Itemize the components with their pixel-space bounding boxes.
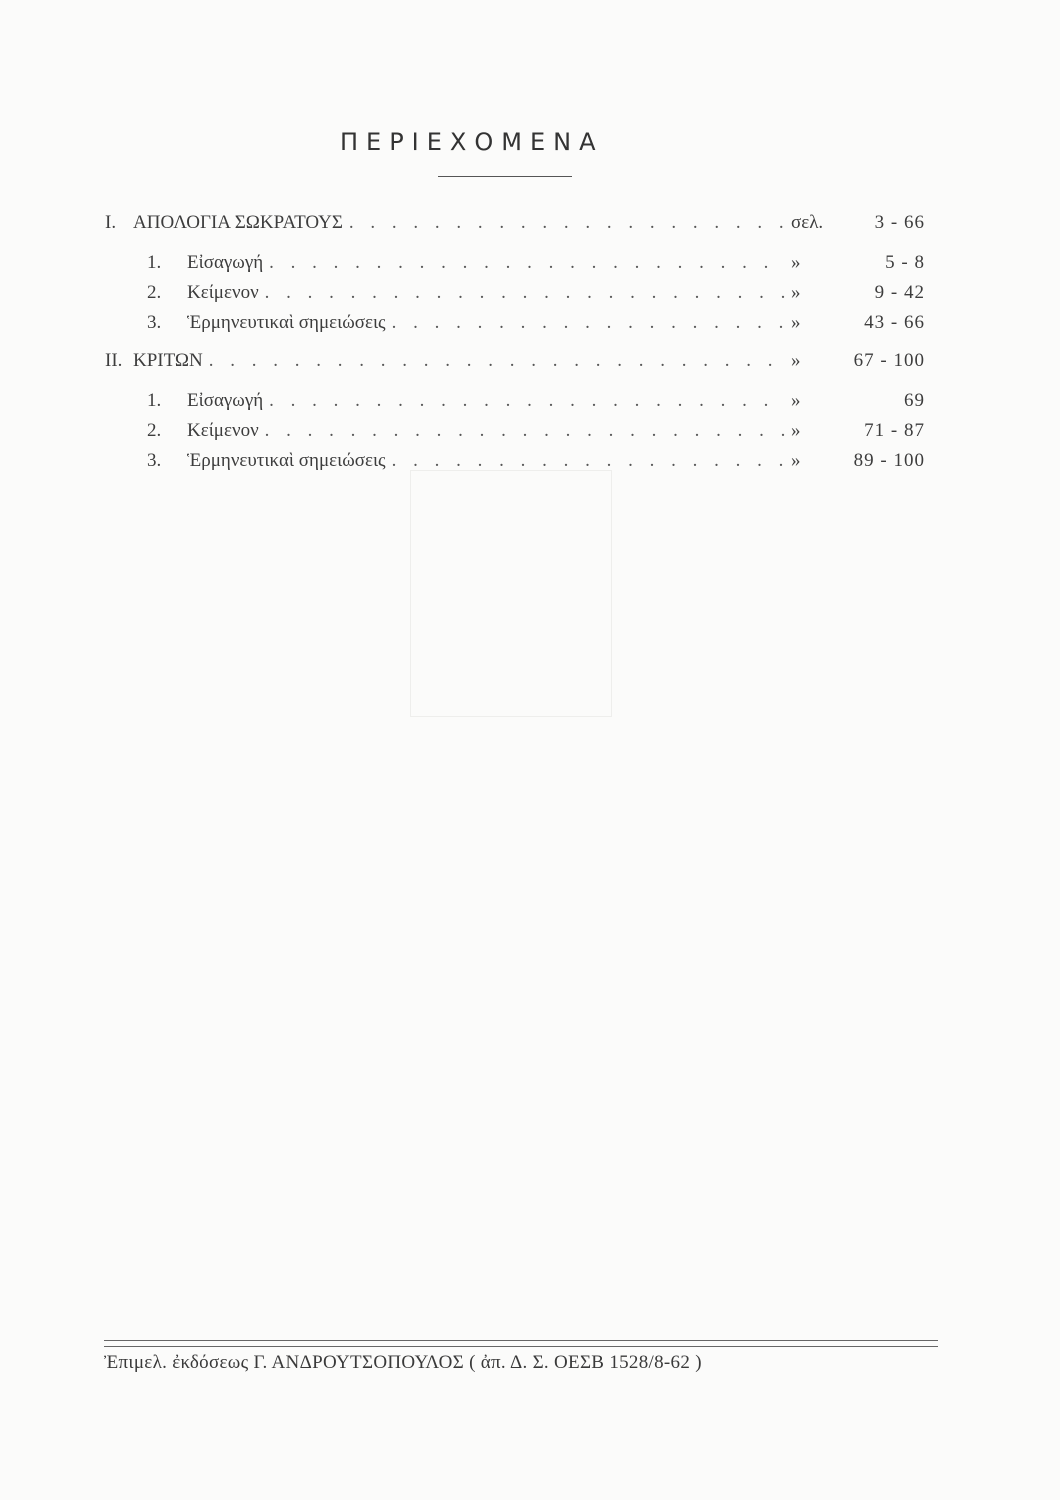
toc-section-apologia	[95, 212, 925, 244]
page-range: 5 - 8	[885, 252, 925, 273]
leader-dots	[209, 350, 785, 372]
leader-dots	[269, 252, 785, 274]
toc-item	[95, 450, 925, 480]
leader-dots	[269, 390, 785, 412]
toc-item	[95, 390, 925, 420]
page-prefix: »	[791, 420, 801, 441]
section-number: II.	[105, 350, 123, 371]
toc-item	[95, 252, 925, 282]
page-prefix: »	[791, 282, 801, 303]
page-prefix: »	[791, 252, 801, 273]
page-range: 9 - 42	[874, 282, 925, 303]
page-prefix: »	[791, 450, 801, 471]
leader-dots	[392, 450, 785, 472]
page-range: 69	[904, 390, 925, 411]
section-title: ΚΡΙΤΩΝ	[133, 350, 203, 371]
page-prefix: »	[791, 390, 801, 411]
item-title: Κείμενον	[187, 420, 259, 441]
item-number: 2.	[147, 282, 162, 303]
page-prefix: »	[791, 350, 801, 371]
toc-item	[95, 282, 925, 312]
item-title: Ἑρμηνευτικαὶ σημειώσεις	[187, 312, 386, 333]
leader-dots	[349, 212, 785, 234]
publisher-credit: Ἐπιμελ. ἐκδόσεως Γ. ΑΝΔΡΟΥΤΣΟΠΟΥΛΟΣ ( ἀπ. Δ. Σ. ΟΕΣΒ 1528/8-62 )	[104, 1352, 702, 1373]
item-number: 3.	[147, 312, 162, 333]
page-range: 43 - 66	[864, 312, 925, 333]
leader-dots	[265, 420, 785, 442]
page-title: ΠΕΡΙΕΧΟΜΕΝΑ	[340, 128, 604, 156]
item-title: Εἰσαγωγή	[187, 252, 264, 273]
toc-item	[95, 420, 925, 450]
leader-dots	[392, 312, 785, 334]
item-title: Εἰσαγωγή	[187, 390, 264, 411]
page-range: 3 - 66	[874, 212, 925, 233]
item-title: Ἑρμηνευτικαὶ σημειώσεις	[187, 450, 386, 471]
item-title: Κείμενον	[187, 282, 259, 303]
toc-section-kriton	[95, 350, 925, 382]
page-range: 89 - 100	[853, 450, 925, 471]
table-of-contents	[95, 212, 925, 480]
title-underline	[438, 176, 572, 177]
item-number: 1.	[147, 390, 162, 411]
toc-item	[95, 312, 925, 342]
page-prefix: σελ.	[791, 212, 824, 233]
item-number: 2.	[147, 420, 162, 441]
footer-rule	[104, 1340, 938, 1341]
section-title: ΑΠΟΛΟΓΙΑ ΣΩΚΡΑΤΟΥΣ	[133, 212, 343, 233]
item-number: 3.	[147, 450, 162, 471]
leader-dots	[265, 282, 785, 304]
footer-rule	[104, 1346, 938, 1347]
page-range: 67 - 100	[853, 350, 925, 371]
page-range: 71 - 87	[864, 420, 925, 441]
section-number: I.	[105, 212, 117, 233]
bleed-through-frame	[410, 470, 612, 717]
item-number: 1.	[147, 252, 162, 273]
page-prefix: »	[791, 312, 801, 333]
